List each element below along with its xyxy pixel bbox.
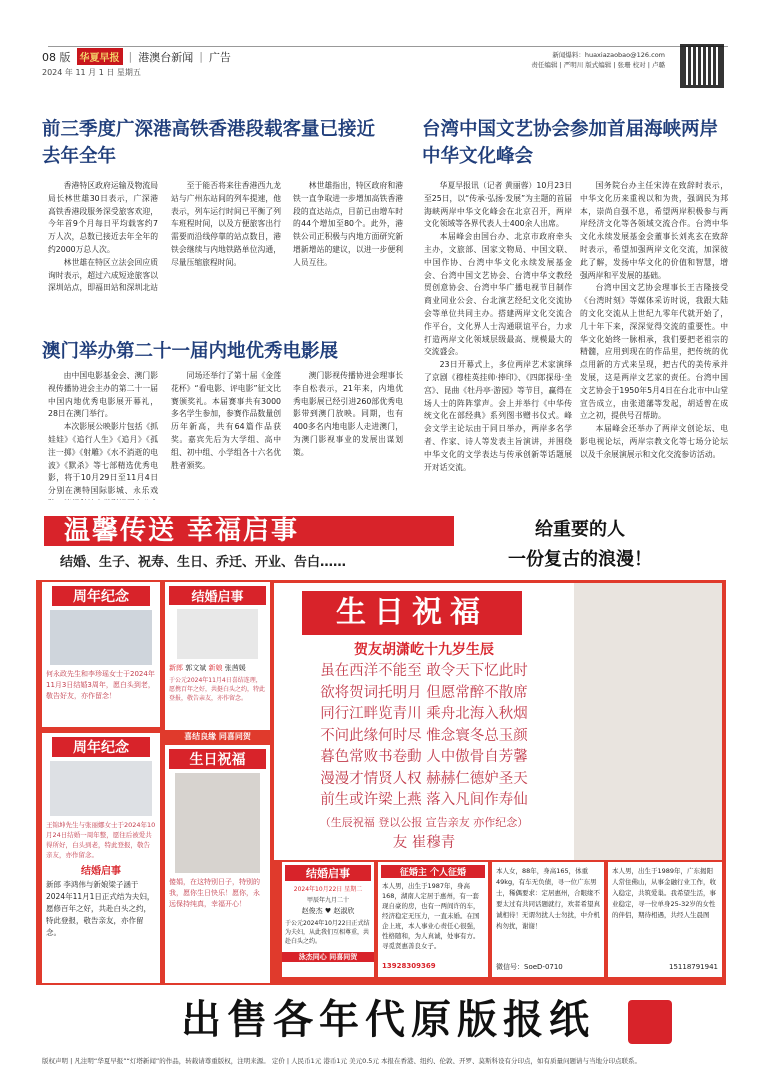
couple-photo xyxy=(50,761,152,816)
hotline: 新闻爆料：huaxiazaobao@126.com xyxy=(552,51,665,59)
card-anniversary-1[interactable] xyxy=(42,582,160,727)
article3-col1: 由中国电影基金会、澳门影视传播协进会主办的第二十一届中国内地优秀电影展开幕礼，28日在澳门举行。 本次影展公映影片包括《抓娃娃》《追行人生》《追月》《孤注一掷》《射雕》《水不消逝的电波》《默杀》等七部精选优秀电影，将于10月29日至11月4日分别在澳特国际影城、永乐戏 xyxy=(48,371,158,496)
card-tag: 周年纪念 xyxy=(52,737,150,757)
card-tag: 结婚启事 xyxy=(169,586,266,605)
ad-subbanner: 结婚、生子、祝寿、生日、乔迁、开业、告白…… xyxy=(60,555,347,570)
ad-label: 广告 xyxy=(208,50,231,64)
card-text: 王锦坤先生与张丽娜女士于2024年10月24日结婚一周年整，愿往后被爱共得所好，白头到老，特此登报，敬告亲友，亦作留念。 xyxy=(46,821,156,859)
card-text: 于公元2024年11月4日喜结连理，愿携百年之好，共挺白头之约，特此登报，敬告亲友，亦作留念。 xyxy=(169,677,266,702)
card-subtitle: 结婚启事 xyxy=(81,866,121,877)
sale-banner: 出售各年代原版报纸 xyxy=(181,997,595,1043)
card-personal-3[interactable] xyxy=(608,862,722,977)
masthead: 08 版 华夏早报 | 港澳台新闻 | 广告 xyxy=(42,50,231,64)
portrait-photo xyxy=(175,773,260,873)
card-tag: 结婚启事 xyxy=(285,865,371,881)
article3-col2: 同场还举行了第十届《金莲花杯》“看电影、评电影”征文比赛颁奖礼。本届赛事共有3000多名学生参加，参赛作品数量创历年新高，共有64篇作品获奖。嘉宾先后为大学组、高中组、初中组、小学组各十六名优胜者颁奖。 xyxy=(171,371,281,470)
couple-photo xyxy=(177,609,258,659)
phone-number: 15118791941 xyxy=(669,963,718,971)
ad-banner: 温馨传送 幸福启事 xyxy=(44,516,454,546)
birthday-subtitle: 贺友胡潇屹十九岁生辰 xyxy=(354,642,494,658)
article1-title[interactable]: 前三季度广深港高铁香港段载客量已接近去年全年 xyxy=(42,119,376,167)
card-personal-2[interactable] xyxy=(492,862,604,977)
card-text: 新郎 李鸿伟与新娘梁子涵于2024年11月1日正式结为夫妇，愿修百年之好，共赴白头之约，特此登报，敬告亲友，亦作留念。 xyxy=(46,880,155,937)
article1-col3: 林世雄指出，特区政府和港铁一直争取进一步增加高铁香港段的直达站点，目前已由增车时的44个增加至80个。此外，港铁公司正积极与内地方面研究新增新增站的建议，以进一步便利人员互往。 xyxy=(293,181,403,267)
qr-code-icon[interactable] xyxy=(680,44,724,88)
section-name: 港澳台新闻 xyxy=(138,50,194,64)
ad-slogan: 给重要的人 一份复古的浪漫！ xyxy=(508,519,652,570)
card-footer: 喜结良缘 同喜同贺 xyxy=(184,732,251,741)
card-wedding[interactable]: 结婚启事 新郎 郭文斌 新娘 张茜媛 于公元2024年11月4日喜结连理，愿携百年之好，共挺白头之约，特此登报，敬告亲友，亦作留念。 xyxy=(165,582,270,730)
wechat-id: 微信号：SoeD-0710 xyxy=(496,963,563,971)
article2-col2: 国务院台办主任宋涛在致辞时表示，中华文化历来重视以和为贵，强调民为邦本，崇尚自强不息，希望两岸积极参与两岸经济文化等各领域交流合作。台湾中华文化永续发展基金会董事长刘兆玄在致辞时表示，希望加强两岸文化交流，加深彼此了解，发扬中华文化的价值和智慧，增强两岸和平发展的基础。 台湾中国文艺协会理事长王吉隆接受《台湾时刻》等媒体采访时说，我跟大陆的文化交流从上世纪九零年代就开始了，几十年下来，深深觉得交流的重要性。中华文化始终一脉相承，我们要把老祖宗的精髓，应用到现在的作品里，把传统的优点用新的方式来呈现，把古代的美传承并发展，这是两岸文艺家的责任。台湾中国文艺协会于1950年5月4日在台北市中山堂宣告成立，由张道藩等发起，胡适曾在成立之初，提供号召帮助。 本届峰会还举办了两岸文创论坛、电影电视论坛，两岸宗教文化等七场分论坛以及千余展演展示和文化交流参访活动。 xyxy=(580,181,728,459)
editor-info xyxy=(505,50,665,70)
article2-title[interactable]: 台湾中国文艺协会参加首届海峡两岸中华文化峰会 xyxy=(422,119,719,167)
article1-col2: 至于能否将来往香港西九龙站与广州东站间的列车提速，他表示，列车运行时间已平衡了列车班程时间，以及方便旅客出行需要而沿线停靠的站点数目，港铁会继续与内地铁路单位沟通，尽量压缩旅程时间。 xyxy=(171,181,281,267)
birthday-poem: 虽在西洋不能至 敢令天下忆此时 欲将贺词托明月 但愿常醉不散席 同行江畔览青川 乘舟北海入秋烟 不问此缘何时尽 惟念寰冬总玉颜 暮色常败书卷動 人中傲骨自芳馨 漫漫才情贤人权 赫赫仁德妒圣天 前生或许梁上燕 落入凡间作寿仙 （生辰祝福 登以公报 宣告亲友 亦作纪念） 友 崔穆青 xyxy=(319,663,529,851)
card-text: 傻娟，在这特别日子，特别的我，愿你生日快乐！愿你，永远保持纯真，幸福开心！ xyxy=(169,878,260,908)
portrait-photo xyxy=(574,583,722,860)
card-text: 于公元2024年10月22日正式结为夫妇，从此我们互相尊重，共赴白头之约。 xyxy=(285,920,370,945)
card-wedding-2[interactable]: 结婚启事 2024年10月22日 星期二 甲辰年九月二十 赵俊杰 ♥ 赵淑欣 于公元2024年10月22日正式结为夫妇，从此我们互相尊重，共赴白头之约。 泳杰同心 同喜同贺 xyxy=(282,862,374,977)
card-footer: 泳杰同心 同喜同贺 xyxy=(282,952,374,962)
couple-photo xyxy=(50,610,152,665)
footer-notice: 版权声明 | 凡注明“华夏早报”“灯塔新闻”的作品，转载请尊重版权，注明来源。 定价 | 人民币1元 港币1元 美元0.5元 本报在香港、纽约、伦敦、开罗、莫斯科设有分印点，如有质量问题请与当地分印点联系。 xyxy=(42,1057,641,1065)
card-text: 本人女，88年，身高165，体重49kg，有车无负债，寻一位广东男士，稀偶要求：定居惠州，合眼缘不要太过有共同话题就行，欢者希望真诚相待！无谓勿扰人士勿扰，中介机构勿扰，谢谢！ xyxy=(496,867,600,930)
paper-stamp-icon xyxy=(628,1000,672,1044)
article1-col1: 香港特区政府运输及物流局局长林世雄30日表示，广深港高铁香港段服务深受旅客欢迎，今年首9个月每日平均载客约7万人次，总数已接近去年全年的约2000万总人次。 林世雄在特区立法会回应质询时表示，超过六成短途旅客以深圳站点，即福田站和深圳北站 xyxy=(48,181,158,293)
phone-number: 13928309369 xyxy=(382,962,436,970)
article3-col3: 澳门影视传播协进会理事长李自松表示，21年来，内地优秀电影展已经引进260部优秀电影带到澳门放映。同期，也有400多名内地电影人走进澳门，为澳门影视事业的发展出谋划策。 xyxy=(293,371,403,457)
card-text: 本人男，出生于1989年，广东揭阳人常住佛山，从事金融行业工作，收入稳定，共筑爱巢。我希望生活，事业稳定，寻一位单身25-32岁的女性的伴侣，期待相遇，共经人生晨图 xyxy=(612,867,716,919)
card-personal-1[interactable] xyxy=(378,862,488,977)
card-text: 本人男，出生于1987年，身高168，湖南人定居于惠州，有一套现自豪的房，也有一两间许的车，经济稳定无压力，一直未婚。在国企上班，本人事业心责任心很强，性格随和，为人真诚，处事有方。寻觅贤惠善良女子。 xyxy=(382,882,480,950)
birthday-title: 生日祝福 xyxy=(302,591,522,635)
card-birthday-main[interactable] xyxy=(274,583,722,860)
page-number: 08 版 xyxy=(42,50,71,64)
editors: 责任编辑 | 严明川 版式编辑 | 张珊 校对 | 卢璐 xyxy=(531,61,665,69)
card-tag: 征婚主 个人征婚 xyxy=(381,865,485,878)
card-tag: 生日祝福 xyxy=(169,749,266,769)
card-tag: 周年纪念 xyxy=(52,586,150,606)
issue-date: 2024 年 11 月 1 日 星期五 xyxy=(42,68,141,77)
card-birthday-small[interactable] xyxy=(165,745,270,983)
card-text: 何永政先生和李珍瑶女士于2024年11月3日结婚3周年，愿白头到老，敬告好友，亦作留念！ xyxy=(46,670,155,700)
paper-logo: 华夏早报 xyxy=(77,48,123,65)
article2-col1: 华夏早报讯（记者 黄丽蓉）10月23日至25日，以“传承·弘扬·发展”为主题的首届海峡两岸中华文化峰会在北京召开，两岸文化领域等各界代表人士400余人出席。 本届峰会由国台办、北京市政府牵头主办，文旅部、国家文物局、中国文联、中国作协、台湾中华文化永续发展基金会、台湾中国文艺协会、台湾中华文教经贸创意协会、台湾中华广播电视节目制作商业同业公会、台北演艺经纪文化交流协会等单位共同主办。搭建两岸文化交流合作平台，文化界人士沟通联谊平台，力求打造两岸文化领域层级最高、规模最大的交流盛会。 23日开幕式上，多位两岸艺术家演绎了京剧《穆桂英挂帅·捧印》、《四郎探母·坐宫》、昆曲《牡丹亭·游园》等节目，赢得在场人士的阵阵掌声。会上并举行《中华传统文化在部经典》系列图书赠书仪式。峰会文学主论坛由于同日举办，两岸多名学者、作家、诗人等发表主旨演讲，并围绕中华文化的文学表达与传承创新等话题展开对话交流。 xyxy=(424,181,572,472)
article3-title[interactable]: 澳门举办第二十一届内地优秀电影展 xyxy=(42,341,339,362)
card-anniversary-2[interactable] xyxy=(42,733,160,983)
